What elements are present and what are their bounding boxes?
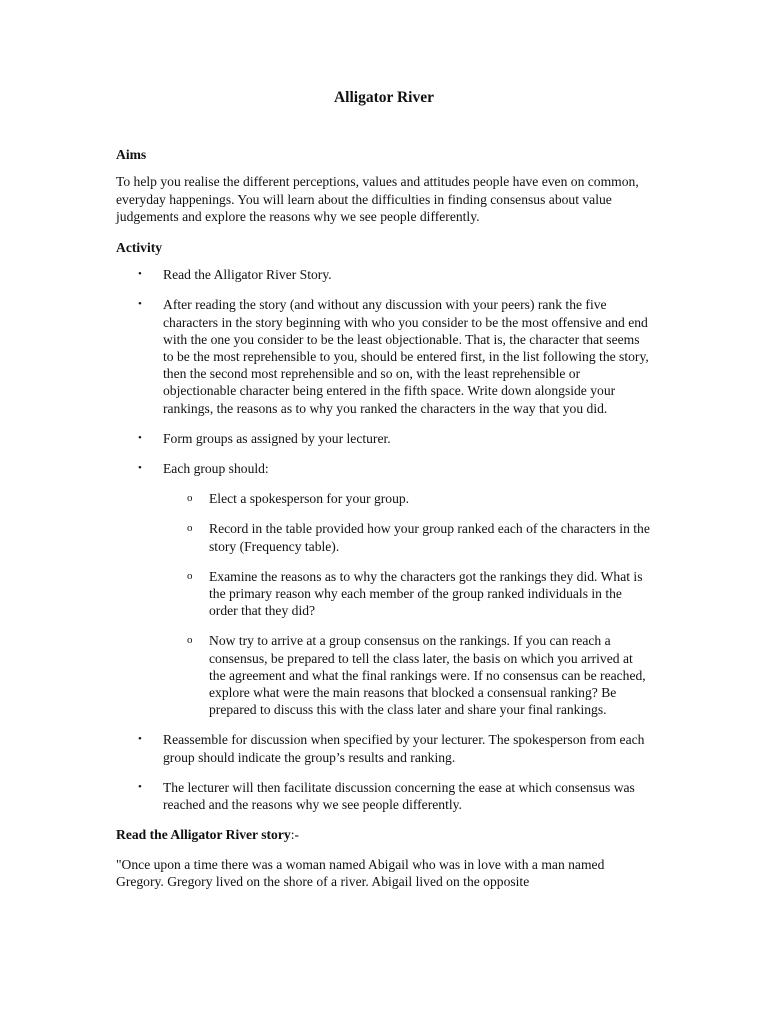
activity-item-text: Each group should: [163, 461, 269, 477]
group-task-item [163, 490, 652, 507]
activity-item-text: The lecturer will then facilitate discussion concerning the ease at which consensus was reached and the reasons why we see people differently. [163, 779, 635, 813]
bullet-icon: • [138, 268, 142, 281]
activity-list [116, 266, 652, 813]
document-page [116, 89, 652, 890]
activity-item [116, 296, 652, 416]
activity-item [116, 731, 652, 765]
activity-item [116, 430, 652, 447]
bullet-icon: • [138, 298, 142, 311]
story-heading-suffix: :- [290, 827, 299, 843]
sub-bullet-icon: o [187, 492, 193, 505]
group-task-item [163, 520, 652, 554]
group-task-item [163, 568, 652, 620]
group-task-text: Record in the table provided how your group ranked each of the characters in the story (Frequency table). [209, 521, 650, 554]
activity-heading: Activity [116, 240, 163, 256]
activity-item-text: After reading the story (and without any discussion with your peers) rank the five characters in the story beginning with who you consider to be the most offensive and end with the one you consider to be the least objectionable. That is, the character that seems to be the most reprehensible to you, should be entered first, in the list following the story, then the second most reprehensible and so on, with the least reprehensible or objectionable character being entered in the fifth space. Write down alongside your rankings, the reasons as to why you ranked the characters in the way that you did. [163, 297, 649, 416]
bullet-icon: • [138, 733, 142, 746]
sub-bullet-icon: o [187, 634, 193, 647]
activity-item [116, 266, 652, 283]
activity-item [116, 779, 652, 813]
group-task-list [163, 490, 652, 718]
aims-heading: Aims [116, 147, 147, 163]
bullet-icon: • [138, 462, 142, 475]
group-task-text: Now try to arrive at a group consensus on the rankings. If you can reach a consensus, be prepared to tell the class later, the basis on which you arrived at the agreement and what the final rankings were. If no consensus can be reached, explore what were the main reasons that blocked a consensual ranking? Be prepared to discuss this with the class later and share your final rankings. [209, 633, 646, 718]
sub-bullet-icon: o [187, 569, 193, 582]
activity-item-text: Read the Alligator River Story. [163, 267, 332, 283]
sub-bullet-icon: o [187, 522, 193, 535]
activity-item-text: Reassemble for discussion when specified by your lecturer. The spokesperson from each group should indicate the group’s results and ranking. [163, 732, 645, 765]
story-paragraph: "Once upon a time there was a woman named Abigail who was in love with a man named Gregory. Gregory lived on the shore of a river. Abigail lived on the opposite [116, 856, 605, 889]
group-task-text: Examine the reasons as to why the characters got the rankings they did. What is the primary reason why each member of the group ranked individuals in the order that they did? [209, 568, 643, 619]
aims-paragraph: To help you realise the different perceptions, values and attitudes people have even on common, everyday happenings. You will learn about the difficulties in finding consensus about value judgements and explore the reasons why we see people differently. [116, 174, 639, 224]
story-heading-label: Read the Alligator River story [116, 827, 291, 843]
activity-item-text: Form groups as assigned by your lecturer. [163, 430, 391, 446]
bullet-icon: • [138, 431, 142, 444]
document-title: Alligator River [333, 89, 434, 106]
bullet-icon: • [138, 780, 142, 793]
activity-item [116, 460, 652, 718]
story-heading [116, 826, 652, 843]
group-task-item [163, 632, 652, 718]
group-task-text: Elect a spokesperson for your group. [209, 491, 410, 507]
